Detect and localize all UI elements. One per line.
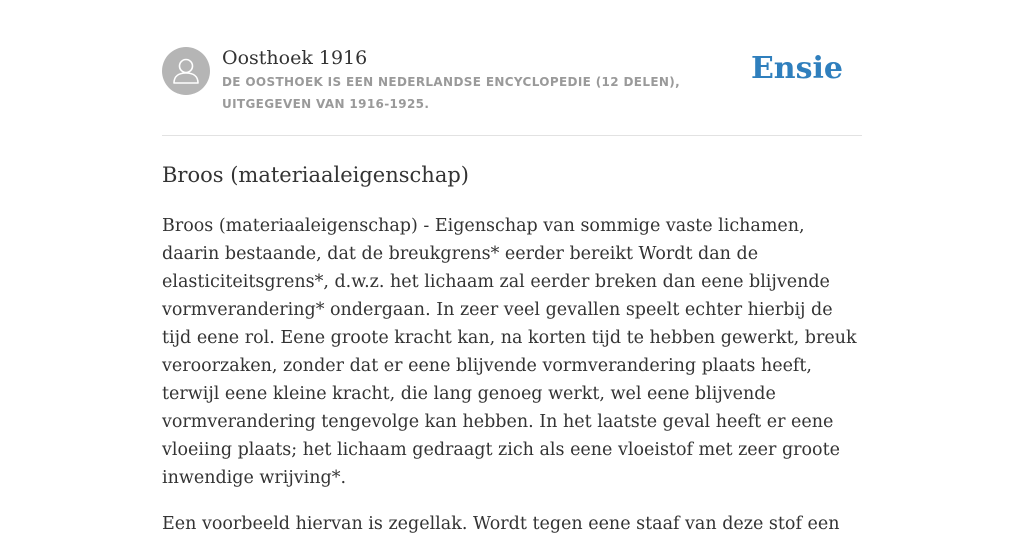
article-body <box>162 212 862 556</box>
source-title[interactable]: Oosthoek 1916 <box>222 47 368 69</box>
avatar[interactable] <box>162 47 210 95</box>
user-silhouette-icon <box>162 47 210 95</box>
article-paragraph: Een voorbeeld hiervan is zegellak. Wordt tegen eene staaf van deze stof een <box>162 514 840 534</box>
article-title: Broos (materiaaleigenschap) <box>162 163 469 187</box>
source-description: DE OOSTHOEK IS EEN NEDERLANDSE ENCYCLOPEDIE (12 DELEN), UITGEGEVEN VAN 1916-1925. <box>222 75 681 111</box>
article-paragraph: Broos (materiaaleigenschap) - Eigenschap van sommige vaste lichamen, daarin bestaande, dat de breukgrens* eerder bereikt Wordt dan de elasticiteitsgrens*, d.w.z. het lichaam zal eerder breken dan eene blijvende vormverandering* ondergaan. In zeer veel gevallen speelt echter hierbij de tijd eene rol. Eene groote kracht kan, na korten tijd te hebben gewerkt, breuk veroorzaken, zonder dat er eene blijvende vormverandering plaats heeft, terwijl eene kleine kracht, die lang genoeg werkt, wel eene blijvende vormverandering tengevolge kan hebben. In het laatste geval heeft er eene vloeiing plaats; het lichaam gedraagt zich als eene vloeistof met zeer groote inwendige wrijving*. <box>162 216 857 488</box>
ensie-logo[interactable]: Ensie <box>750 51 843 86</box>
source-header <box>162 46 862 136</box>
